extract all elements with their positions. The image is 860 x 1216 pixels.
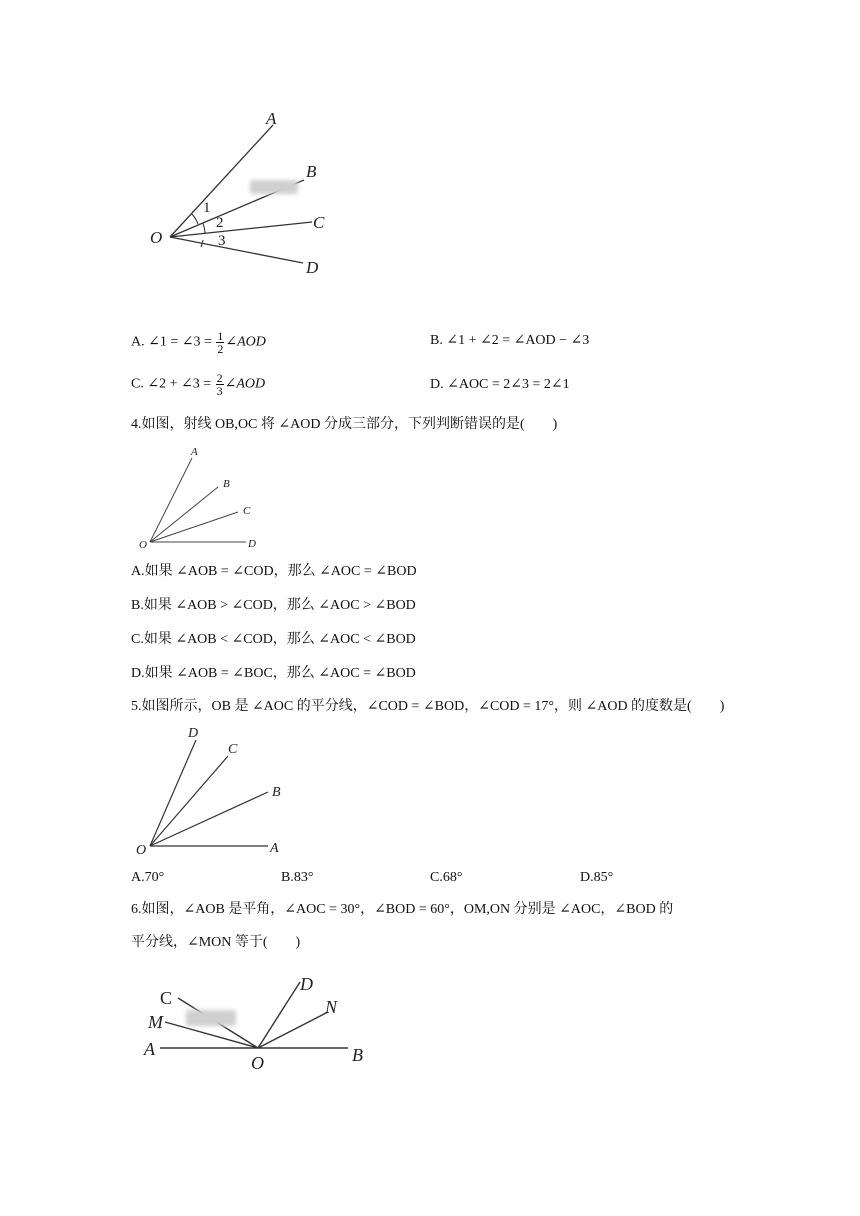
q4-option-b[interactable]: B.如果 ∠AOB > ∠COD，那么 ∠AOC > ∠BOD (131, 598, 416, 613)
label-D: D (300, 974, 313, 994)
q6-stem-line2: 平分线，∠MON 等于( ) (131, 935, 301, 950)
q3-option-c[interactable]: C. ∠2 + ∠3 = $\frac{2}{3}$ ∠AOD (131, 371, 266, 398)
angle-1-label: 1 (203, 200, 211, 216)
angle-2-label: 2 (216, 215, 224, 231)
label-A: A (266, 109, 277, 128)
q4-option-a[interactable]: A.如果 ∠AOB = ∠COD，那么 ∠AOC = ∠BOD (131, 564, 417, 579)
fraction: $\frac{1}{2}$ (217, 329, 224, 356)
figure-q6 (140, 968, 380, 1078)
label-D: D (188, 726, 199, 741)
label-D: D (306, 258, 319, 277)
label-A: A (144, 1039, 155, 1059)
q5-option-c[interactable]: C.68° (430, 870, 463, 885)
figure-q4 (136, 442, 276, 552)
blurred-mark (186, 1010, 236, 1026)
q5-option-d[interactable]: D.85° (580, 870, 614, 885)
label-B: B (352, 1045, 363, 1065)
angle-3-label: 3 (218, 233, 226, 249)
label-C: C (228, 742, 238, 757)
label-C: C (313, 213, 325, 232)
q5-option-b[interactable]: B.83° (281, 870, 314, 885)
label-O: O (139, 539, 147, 551)
figure-q3 (140, 100, 360, 290)
label-C: C (160, 988, 173, 1008)
fraction: $\frac{2}{3}$ (216, 371, 223, 398)
q5-option-a[interactable]: A.70° (131, 870, 165, 885)
label-N: N (325, 997, 338, 1017)
q4-option-d[interactable]: D.如果 ∠AOB = ∠BOC，那么 ∠AOC = ∠BOD (131, 666, 416, 681)
q6-stem-line1: 6.如图，∠AOB 是平角，∠AOC = 30°，∠BOD = 60°，OM,ON 分别是 ∠AOC，∠BOD 的 (131, 902, 674, 917)
label-O: O (251, 1053, 264, 1073)
q3-option-d[interactable]: D. ∠AOC = 2∠3 = 2∠1 (430, 377, 570, 392)
figure-q5 (134, 722, 294, 857)
q4-stem: 4.如图，射线 OB,OC 将 ∠AOD 分成三部分，下列判断错误的是( ) (131, 417, 558, 432)
blurred-mark (250, 180, 298, 194)
q4-option-c[interactable]: C.如果 ∠AOB < ∠COD，那么 ∠AOC < ∠BOD (131, 632, 416, 647)
label-O: O (136, 843, 147, 857)
label-B: B (306, 162, 317, 181)
label-B: B (223, 478, 230, 490)
label-A: A (191, 446, 198, 458)
label-O: O (150, 228, 163, 247)
q3-option-a[interactable]: A. ∠1 = ∠3 = $\frac{1}{2}$ ∠AOD (131, 329, 266, 356)
label-C: C (243, 505, 251, 517)
label-A: A (270, 841, 279, 856)
q5-stem: 5.如图所示，OB 是 ∠AOC 的平分线，∠COD = ∠BOD，∠COD = 17°，则 ∠AOD 的度数是( ) (131, 699, 725, 714)
label-B: B (272, 785, 281, 800)
label-M: M (148, 1012, 163, 1032)
q3-option-b[interactable]: B. ∠1 + ∠2 = ∠AOD − ∠3 (430, 333, 590, 348)
label-D: D (248, 538, 256, 550)
